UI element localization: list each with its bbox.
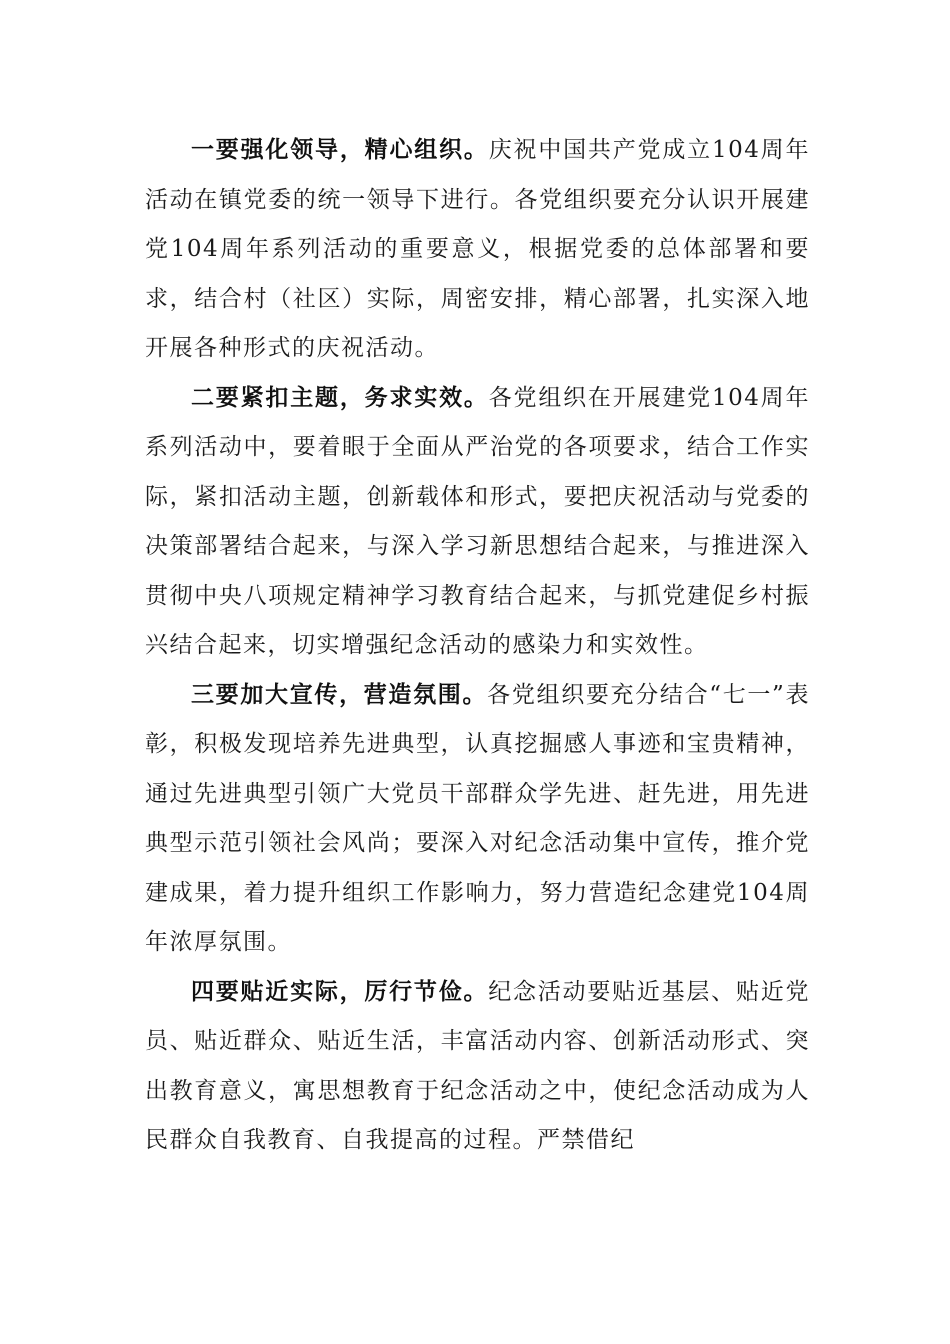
paragraph-text: 庆祝中国共产党成立104周年活动在镇党委的统一领导下进行。各党组织要充分认识开展建党104周年系列活动的重要意义，根据党委的总体部署和要求，结合村（社区）实际，周密安排，精心部署，扎实深入地开展各种形式的庆祝活动。 bbox=[145, 137, 810, 361]
paragraph-heading: 一要强化领导，精心组织。 bbox=[191, 137, 489, 163]
paragraph-publicity bbox=[145, 671, 810, 968]
document-body bbox=[145, 126, 810, 1166]
paragraph-heading: 二要紧扣主题，务求实效。 bbox=[191, 384, 489, 411]
paragraph-frugality bbox=[145, 968, 810, 1166]
paragraph-heading: 四要贴近实际，厉行节俭。 bbox=[191, 978, 489, 1005]
paragraph-text: 各党组织在开展建党104周年系列活动中，要着眼于全面从严治党的各项要求，结合工作实际，紧扣活动主题，创新载体和形式，要把庆祝活动与党委的决策部署结合起来，与深入学习新思想结合起来，与推进深入贯彻中央八项规定精神学习教育结合起来，与抓党建促乡村振兴结合起来，切实增强纪念活动的感染力和实效性。 bbox=[145, 384, 810, 658]
paragraph-heading: 三要加大宣传，营造氛围。 bbox=[191, 681, 488, 708]
paragraph-text: 各党组织要充分结合“七一”表彰，积极发现培养先进典型，认真挖掘感人事迹和宝贵精神，通过先进典型引领广大党员干部群众学先进、赶先进，用先进典型示范引领社会风尚；要深入对纪念活动集中宣传，推介党建成果，着力提升组织工作影响力，努力营造纪念建党104周年浓厚氛围。 bbox=[145, 681, 810, 955]
paragraph-text: 纪念活动要贴近基层、贴近党员、贴近群众、贴近生活，丰富活动内容、创新活动形式、突出教育意义，寓思想教育于纪念活动之中，使纪念活动成为人民群众自我教育、自我提高的过程。严禁借纪 bbox=[145, 978, 811, 1153]
paragraph-leadership bbox=[145, 126, 810, 374]
paragraph-theme bbox=[145, 374, 810, 671]
